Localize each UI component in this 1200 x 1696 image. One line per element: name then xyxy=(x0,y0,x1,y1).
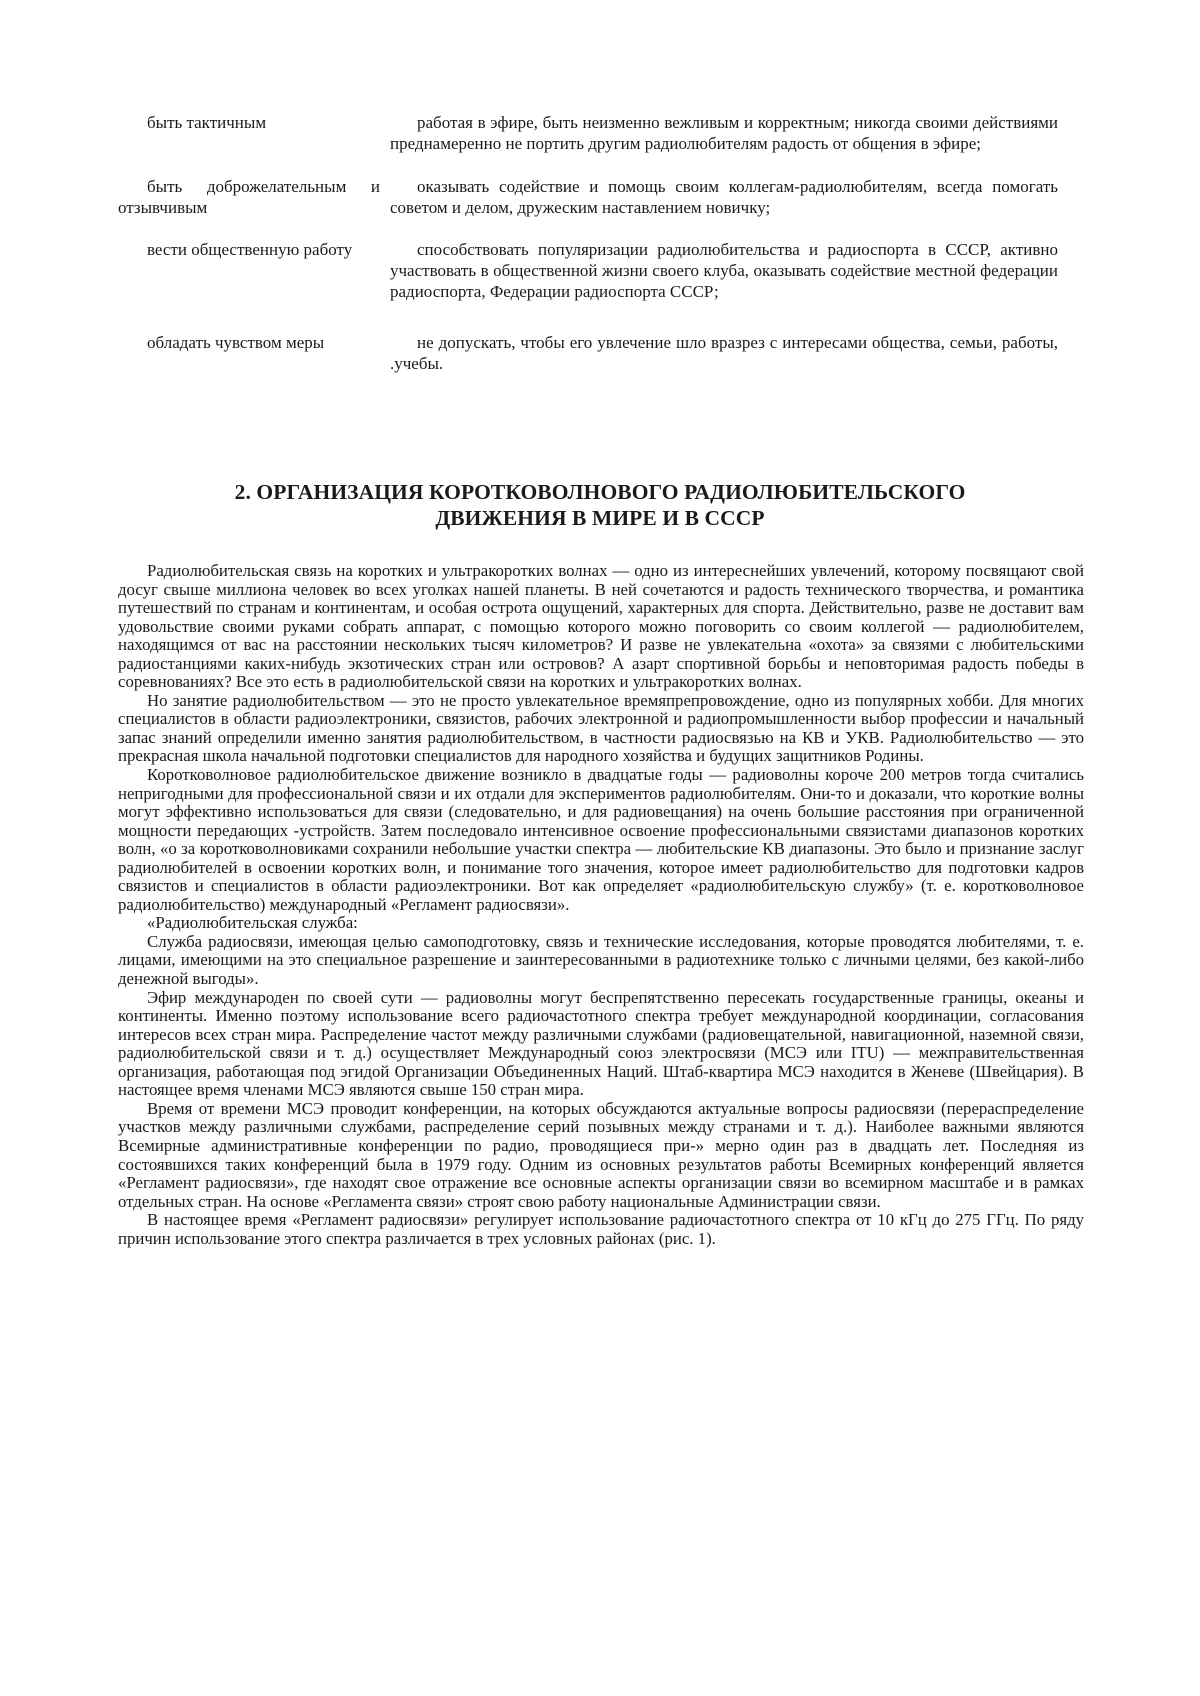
paragraph: Коротковолновое радиолюбительское движение возникло в двадцатые годы — радиоволны короче 200 метров тогда считались непригодными для профессиональной связи и их отдали для экспериментов радиолюбителям. Они-то и доказали, что короткие волны могут эффективно использоваться для связи (следовательно, и для радиовещания) на очень большие расстояния при ограниченной мощности передающих -устройств. Затем последовало интенсивное освоение профессиональными связистами диапазонов коротких волн, «о за коротковолновиками сохранили небольшие участки спектра — любительские КВ диапазоны. Это было и признание заслуг радиолюбителей в освоении коротких волн, и понимание того значения, которое имеет радиолюбительство для подготовки кадров связистов и специалистов в области радиоэлектроники. Вот как определяет «радиолюбительскую службу» (т. е. коротковолновое радиолюбительство) международный «Регламент радиосвязи». xyxy=(118,765,1084,914)
paragraph: «Радиолюбительская служба: xyxy=(147,913,358,933)
definition-term: быть тактичным xyxy=(147,113,267,132)
paragraph: Радиолюбительская связь на коротких и ультракоротких волнах — одно из интереснейших увлечений, которому посвящают свой досуг свыше миллиона человек во всех уголках нашей планеты. В ней сочетаются и радость технического творчества, и романтика путешествий по странам и континентам, и особая острота ощущений, характерных для спорта. Действительно, разве не доставит вам удовольствие своими руками собрать аппарат, с помощью которого можно поговорить со своим коллегой — радиолюбителем, находящимся от вас на расстоянии нескольких тысяч километров? И разве не увлекательна «охота» за связями с любительскими радиостанциями каких-нибудь экзотических стран или островов? А азарт спортивной борьбы и неповторимая радость победы в соревнованиях? Все это есть в радиолюбительской связи на коротких и ультракоротких волнах. xyxy=(118,561,1084,692)
paragraph: Время от времени МСЭ проводит конференции, на которых обсуждаются актуальные вопросы радиосвязи (перераспределение участков между различными службами, распределение серий позывных между странами и т. д.). Наиболее важными являются Всемирные административные конференции по радио, проводящиеся при-» мерно один раз в двадцать лет. Последняя из состоявшихся таких конференций была в 1979 году. Одним из основных результатов работы Всемирных конференций является «Регламент радиосвязи», где находят свое отражение все основные аспекты организации связи во всемирном масштабе и в рамках отдельных стран. На основе «Регламента связи» строят свою работу национальные Администрации связи. xyxy=(118,1098,1084,1211)
section-heading-line: ДВИЖЕНИЯ В МИРЕ И В СССР xyxy=(435,506,765,530)
definition-list xyxy=(118,112,1058,374)
definition-description: способствовать популяризации радиолюбительства и радиоспорта в СССР, активно участвовать в общественной жизни своего клуба, оказывать содействие местной федерации радиоспорта, Федерации радиоспорта СССР; xyxy=(390,240,1058,301)
definition-row xyxy=(118,112,1058,154)
body-text xyxy=(118,562,1084,1248)
definition-row xyxy=(118,176,1058,218)
definition-term: вести общественную работу xyxy=(147,240,353,259)
definition-description: работая в эфире, быть неизменно вежливым и корректным; никогда своими действиями преднамеренно не портить другим радиолюбителям радость от общения в эфире; xyxy=(390,113,1058,153)
paragraph: Служба радиосвязи, имеющая целью самоподготовку, связь и технические исследования, которые проводятся любителями, т. е. лицами, имеющими на это специальное разрешение и заинтересованными в радиотехнике только с личными целями, без какой-либо денежной выгоды». xyxy=(118,931,1084,989)
definition-row xyxy=(118,239,1058,302)
definition-description: не допускать, чтобы его увлечение шло вразрез с интересами общества, семьи, работы, .учебы. xyxy=(390,333,1058,373)
section-heading-line: 2. ОРГАНИЗАЦИЯ КОРОТКОВОЛНОВОГО РАДИОЛЮБИТЕЛЬСКОГО xyxy=(234,480,966,504)
definition-row xyxy=(118,332,1058,374)
paragraph: В настоящее время «Регламент радиосвязи» регулирует использование радиочастотного спектра от 10 кГц до 275 ГГц. По ряду причин использование этого спектра различается в трех условных районах (рис. 1). xyxy=(118,1210,1084,1248)
section-heading xyxy=(160,479,1040,531)
definition-term: обладать чувством меры xyxy=(147,333,325,352)
definition-term: быть доброжелательным и отзывчивым xyxy=(118,177,380,217)
paragraph: Но занятие радиолюбительством — это не просто увлекательное времяпрепровождение, одно из популярных хобби. Для многих специалистов в области радиоэлектроники, связистов, рабочих электронной и радиопромышленности выбор профессии и начальный запас знаний определили именно занятия радиолюбительством, в частности радиосвязью на КВ и УКВ. Радиолюбительство — это прекрасная школа начальной подготовки специалистов для народного хозяйства и будущих защитников Родины. xyxy=(118,690,1084,766)
paragraph: Эфир международен по своей сути — радиоволны могут беспрепятственно пересекать государственные границы, океаны и континенты. Именно поэтому использование всего радиочастотного спектра требует международной координации, согласования интересов всех стран мира. Распределение частот между различными службами (радиовещательной, навигационной, наземной связи, радиолюбительской связи и т. д.) осуществляет Международный союз электросвязи (МСЭ или ITU) — межправительственная организация, работающая под эгидой Организации Объединенных Наций. Штаб-квартира МСЭ находится в Женеве (Швейцария). В настоящее время членами МСЭ являются свыше 150 стран мира. xyxy=(118,987,1084,1100)
definition-description: оказывать содействие и помощь своим коллегам-радиолюбителям, всегда помогать советом и делом, дружеским наставлением новичку; xyxy=(390,177,1058,217)
